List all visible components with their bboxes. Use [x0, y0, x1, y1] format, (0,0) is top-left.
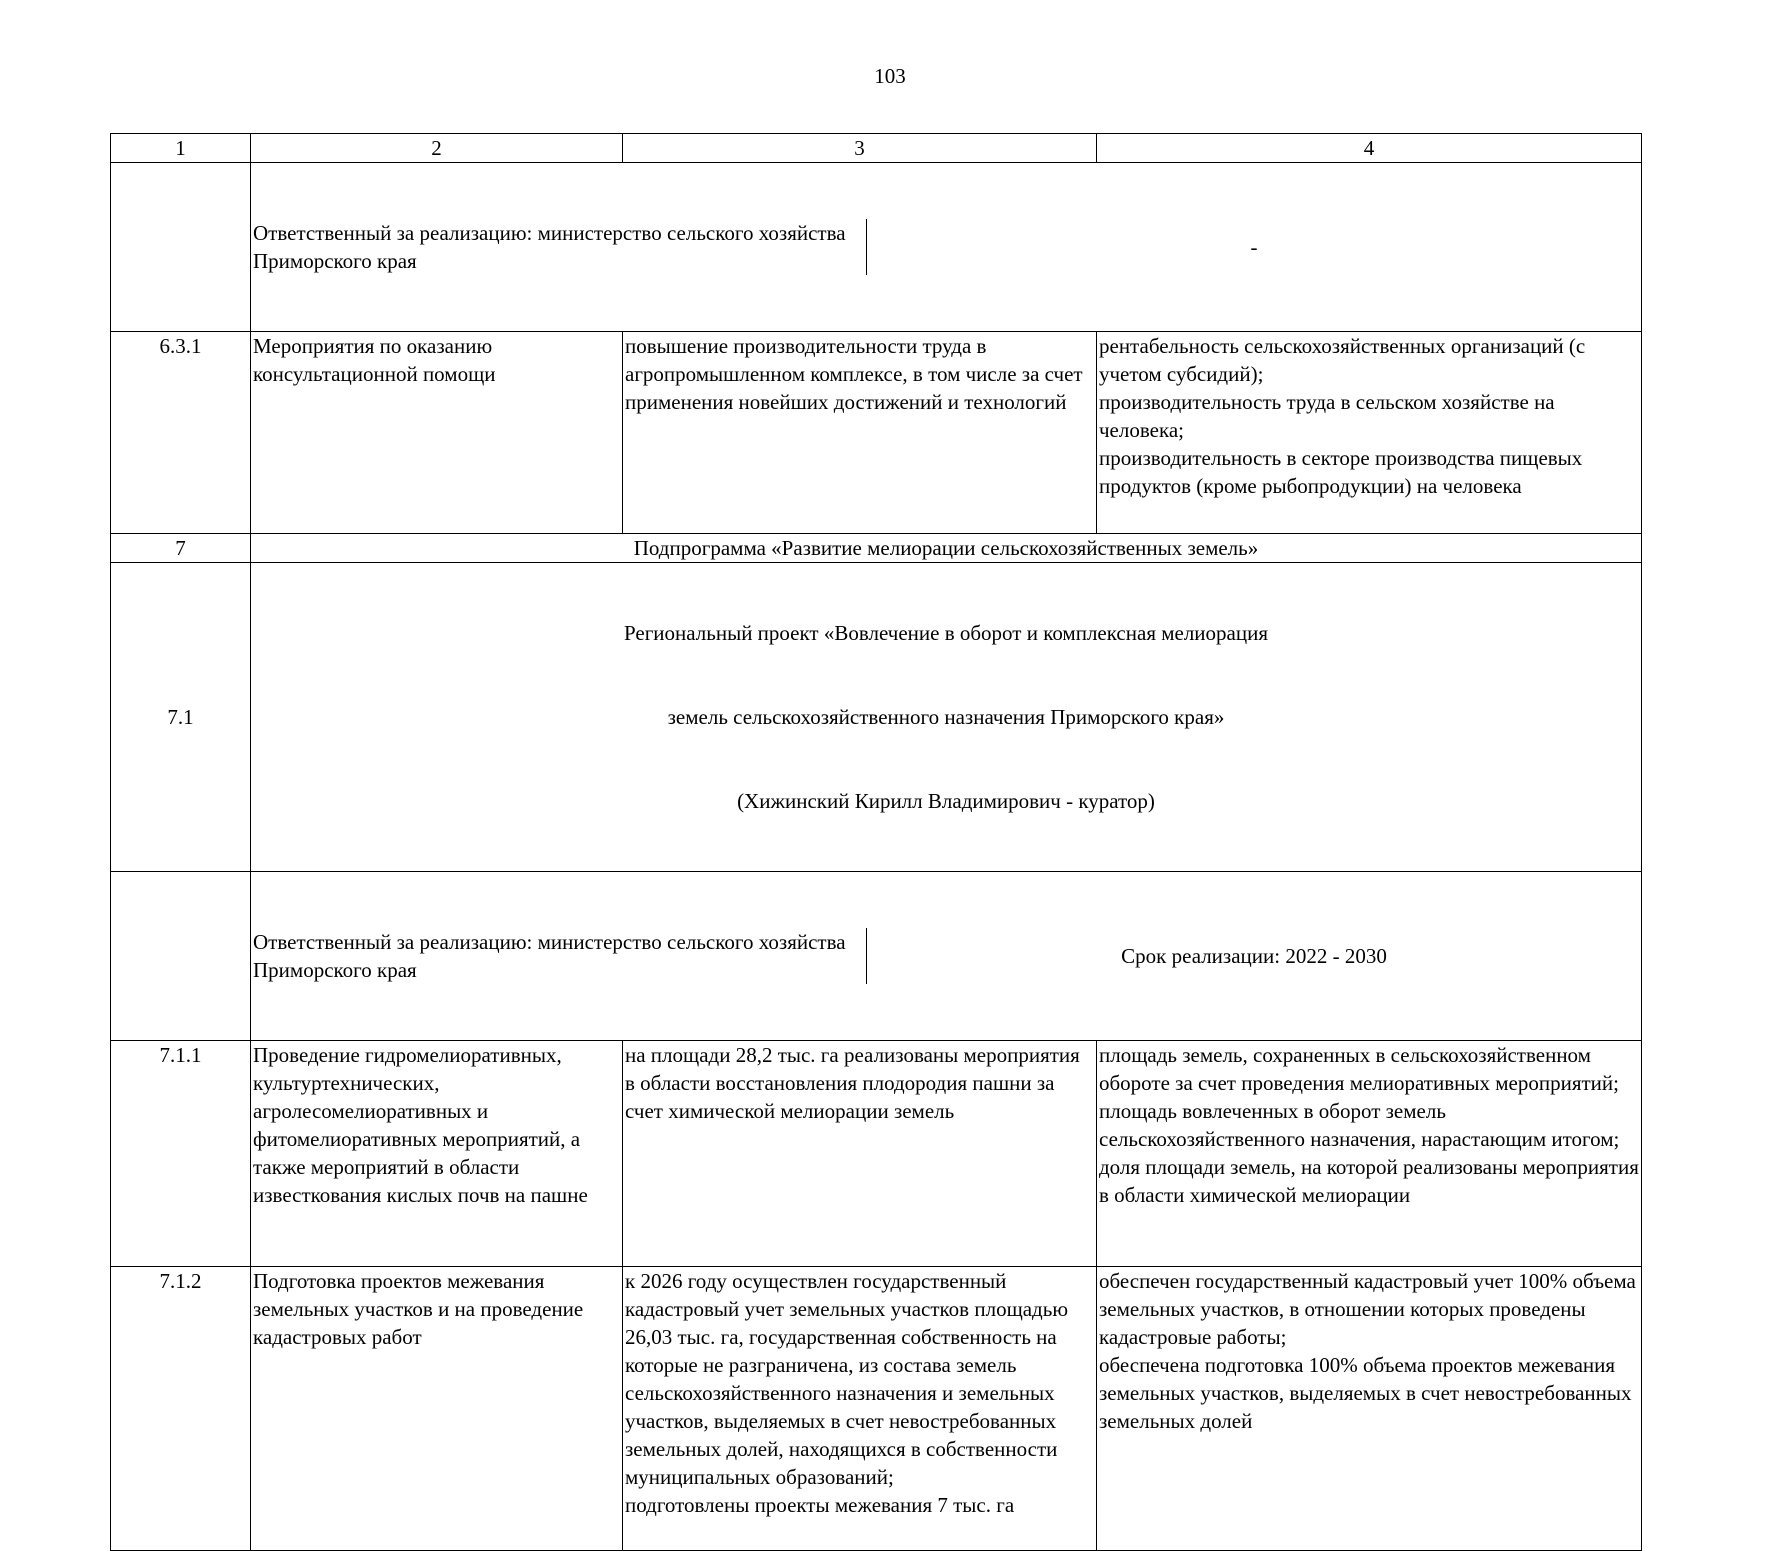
- regional-project-title: [251, 563, 1642, 872]
- measure-indicators: рентабельность сельскохозяйственных организаций (с учетом субсидий); производительность труда в сельском хозяйстве на человека; производительность в секторе производства пищевых продуктов (кроме рыбопродукции) на человека: [1097, 332, 1642, 534]
- row-number: [111, 163, 251, 332]
- responsible-text: Ответственный за реализацию: министерство сельского хозяйства Приморского края: [251, 219, 867, 275]
- measure-result: к 2026 году осуществлен государственный кадастровый учет земельных участков площадью 26,03 тыс. га, государственная собственность на которые не разграничена, из состава земель сельскохозяйственного назначения и земельных участков, выделяемых в счет невостребованных земельных долей, находящихся в собственности муниципальных образований; подготовлены проекты межевания 7 тыс. га: [623, 1267, 1097, 1551]
- row-number: 7.1.2: [111, 1267, 251, 1551]
- measure-result: на площади 28,2 тыс. га реализованы мероприятия в области восстановления плодородия пашни за счет химической мелиорации земель: [623, 1041, 1097, 1267]
- term-text: -: [1250, 235, 1258, 259]
- header-col-3: 3: [623, 134, 1097, 163]
- row-number: 7.1.1: [111, 1041, 251, 1267]
- row-number: 7.1: [111, 563, 251, 872]
- term-text: Срок реализации: 2022 - 2030: [1121, 944, 1387, 968]
- header-col-2: 2: [251, 134, 623, 163]
- table-row-responsible-1: [111, 163, 1642, 332]
- program-table: [110, 133, 1642, 1551]
- page-number: 103: [874, 64, 906, 88]
- header-col-4: 4: [1097, 134, 1642, 163]
- measure-result: повышение производительности труда в агропромышленном комплексе, в том числе за счет применения новейших достижений и технологий: [623, 332, 1097, 534]
- table-row-7: [111, 534, 1642, 563]
- measure-name: Мероприятия по оказанию консультационной помощи: [251, 332, 623, 534]
- table-row-7-1: [111, 563, 1642, 872]
- measure-name: Подготовка проектов межевания земельных участков и на проведение кадастровых работ: [251, 1267, 623, 1551]
- project-title-line-3: (Хижинский Кирилл Владимирович - куратор): [737, 789, 1155, 813]
- project-title-line-1: Региональный проект «Вовлечение в оборот и комплексная мелиорация: [623, 621, 1269, 645]
- project-title-line-2: земель сельскохозяйственного назначения Приморского края»: [667, 705, 1225, 729]
- table-row-7-1-2: [111, 1267, 1642, 1551]
- responsible-text: Ответственный за реализацию: министерство сельского хозяйства Приморского края: [251, 928, 867, 984]
- measure-indicators: площадь земель, сохраненных в сельскохозяйственном обороте за счет проведения мелиоративных мероприятий; площадь вовлеченных в оборот земель сельскохозяйственного назначения, нарастающим итогом; доля площади земель, на которой реализованы мероприятия в области химической мелиорации: [1097, 1041, 1642, 1267]
- row-number: 7: [111, 534, 251, 563]
- measure-name: Проведение гидромелиоративных, культуртехнических, агролесомелиоративных и фитомелиоративных мероприятий, а также мероприятий в области известкования кислых почв на пашне: [251, 1041, 623, 1267]
- subprogram-title: Подпрограмма «Развитие мелиорации сельскохозяйственных земель»: [251, 534, 1642, 563]
- table-row-responsible-2: [111, 872, 1642, 1041]
- header-col-1: 1: [111, 134, 251, 163]
- table-header-row: [111, 134, 1642, 163]
- table-row-6-3-1: [111, 332, 1642, 534]
- row-number: 6.3.1: [111, 332, 251, 534]
- table-row-7-1-1: [111, 1041, 1642, 1267]
- measure-indicators: обеспечен государственный кадастровый учет 100% объема земельных участков, в отношении которых проведены кадастровые работы; обеспечена подготовка 100% объема проектов межевания земельных участков, выделяемых в счет невостребованных земельных долей: [1097, 1267, 1642, 1551]
- row-number: [111, 872, 251, 1041]
